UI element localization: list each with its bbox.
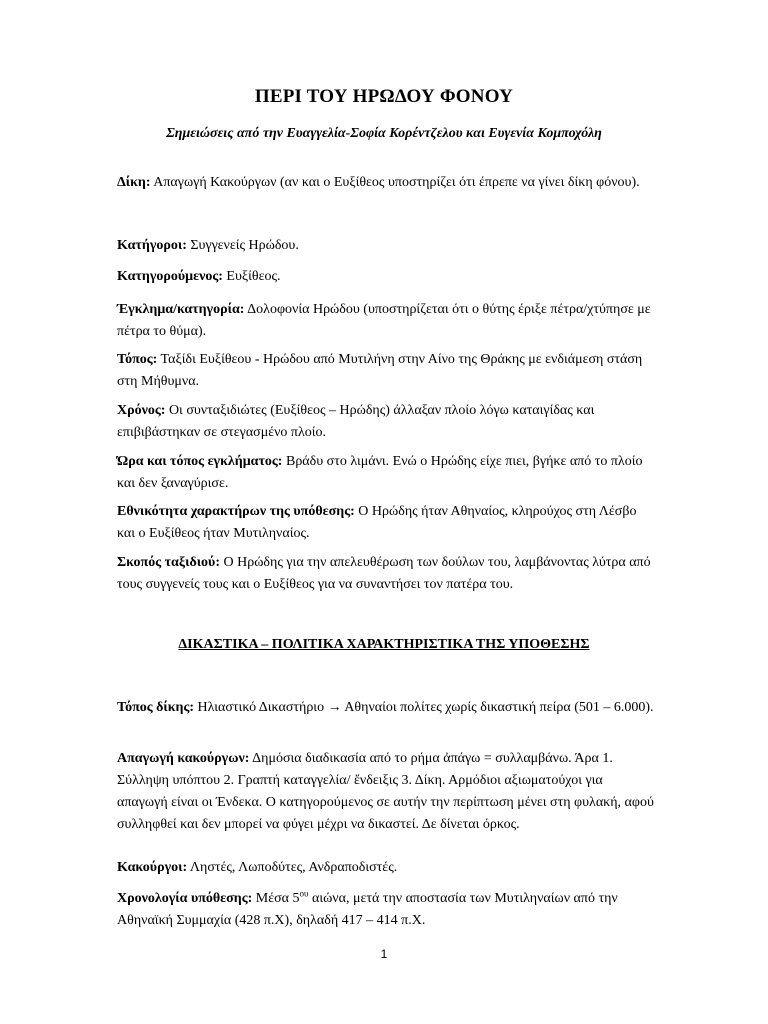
- case-detail-place: [117, 349, 654, 393]
- case-detail-purpose: [117, 552, 654, 596]
- case-detail-crime-scene: [117, 451, 654, 495]
- field-label: Τόπος:: [117, 352, 158, 367]
- field-value: Ευξίθεος.: [222, 269, 281, 284]
- field-label: Έγκλημα/κατηγορία:: [117, 302, 245, 317]
- judicial-detail-criminals: [117, 857, 654, 879]
- field-label: Κακούργοι:: [117, 860, 188, 875]
- judicial-detail-date: [117, 888, 654, 932]
- case-detail-crime: [117, 299, 654, 343]
- field-label: Δίκη:: [117, 175, 151, 190]
- document-title: ΠΕΡΙ ΤΟΥ ΗΡΩΔΟΥ ΦΟΝΟΥ: [254, 86, 514, 107]
- field-value: Ηλιαστικό Δικαστήριο → Αθηναίοι πολίτες χωρίς δικαστική πείρα (501 – 6.000).: [194, 700, 654, 715]
- field-label: Σκοπός ταξιδιού:: [117, 555, 220, 570]
- field-label: Χρονολογία υπόθεσης:: [117, 891, 253, 906]
- field-value: Ληστές, Λωποδύτες, Ανδραποδιστές.: [187, 860, 398, 875]
- field-value: Βράδυ στο λιμάνι. Ενώ ο Ηρώδης είχε πιει, βγήκε από το πλοίο και δεν ξαναγύρισε.: [117, 454, 643, 491]
- field-value: Οι συνταξιδιώτες (Ευξίθεος – Ηρώδης) άλλαξαν πλοίο λόγω καταιγίδας και επιβιβάστηκαν σε στεγασμένο πλοίο.: [117, 403, 595, 440]
- field-value-part: Μέσα 5: [252, 891, 300, 906]
- field-value: Ταξίδι Ευξίθεου - Ηρώδου από Μυτιλήνη στην Αίνο της Θράκης με ενδιάμεση στάση στη Μήθυμνα.: [117, 352, 643, 389]
- field-label: Απαγωγή κακούργων:: [117, 751, 250, 766]
- section-heading: ΔΙΚΑΣΤΙΚΑ – ΠΟΛΙΤΙΚΑ ΧΑΡΑΚΤΗΡΙΣΤΙΚΑ ΤΗΣ ΥΠΟΘΕΣΗΣ: [178, 637, 590, 652]
- case-detail-time: [117, 400, 654, 444]
- field-label: Κατηγορούμενος:: [117, 269, 223, 284]
- field-value: Δολοφονία Ηρώδου (υποστηρίζεται ότι ο θύτης έριξε πέτρα/χτύπησε με πέτρα το θύμα).: [117, 302, 651, 339]
- field-value: Απαγωγή Κακούργων (αν και ο Ευξίθεος υποστηρίζει ότι έπρεπε να γίνει δίκη φόνου).: [150, 175, 640, 190]
- field-value: Ο Ηρώδης για την απελευθέρωση των δούλων του, λαμβάνοντας λύτρα από τους συγγενείς τους και ο Ευξίθεος για να συναντήσει τον πατέρα του.: [117, 555, 651, 592]
- case-detail-trial: [117, 172, 654, 194]
- field-value-part: αιώνα, μετά την αποστασία των Μυτιληναίων από την Αθηναϊκή Συμμαχία (428 π.Χ), δηλαδή 417 – 414 π.Χ.: [117, 891, 618, 928]
- case-detail-defendant: [117, 266, 654, 288]
- field-label: Χρόνος:: [117, 403, 166, 418]
- page-number: 1: [380, 947, 388, 961]
- judicial-detail-procedure: [117, 748, 654, 836]
- field-label: Εθνικότητα χαρακτήρων της υπόθεσης:: [117, 504, 355, 519]
- document-subtitle: Σημειώσεις από την Ευαγγελία-Σοφία Κορέντζελου και Ευγενία Κομποχόλη: [166, 126, 602, 141]
- field-label: Κατήγοροι:: [117, 238, 187, 253]
- field-label: Ώρα και τόπος εγκλήματος:: [117, 454, 283, 469]
- judicial-detail-court: [117, 697, 654, 719]
- case-detail-accusers: [117, 235, 654, 257]
- field-value: Δημόσια διαδικασία από το ρήμα ἀπάγω = συλλαμβάνω. Άρα 1. Σύλληψη υπόπτου 2. Γραπτή καταγγελία/ ἔνδειξις 3. Δίκη. Αρμόδιοι αξιωματούχοι για απαγωγή είναι οι Ένδεκα. Ο κατηγορούμενος σε αυτήν την περίπτωση μένει στη φυλακή, αφού συλληφθεί και δεν μπορεί να φύγει μέχρι να δικαστεί. Δε δίνεται όρκος.: [117, 751, 654, 832]
- field-label: Τόπος δίκης:: [117, 700, 195, 715]
- field-value: Ο Ηρώδης ήταν Αθηναίος, κληρούχος στη Λέσβο και ο Ευξίθεος ήταν Μυτιληναίος.: [117, 504, 637, 541]
- case-detail-nationality: [117, 501, 654, 545]
- field-value: Συγγενείς Ηρώδου.: [186, 238, 299, 253]
- ordinal-superscript: ου: [299, 888, 309, 899]
